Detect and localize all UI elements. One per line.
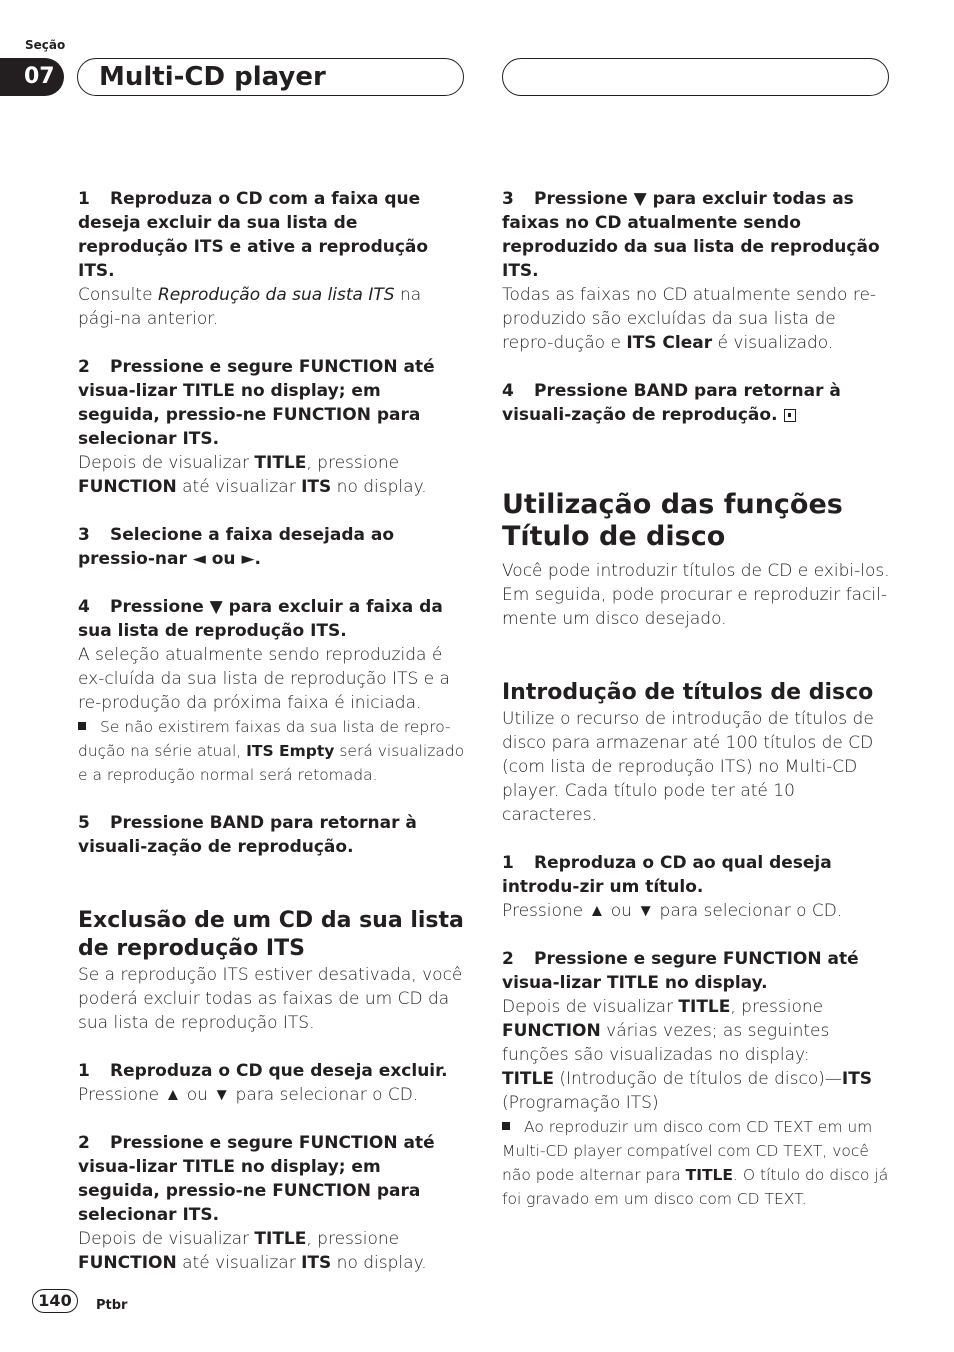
intro-step-2-note: Ao reproduzir um disco com CD TEXT em um Multi-CD player compatível com CD TEXT, você não pode alternar para TITLE. O título do disco já foi gravado em um disco com CD TEXT. bbox=[502, 1118, 889, 1208]
step-r3-body: Todas as faixas no CD atualmente sendo re-produzido são excluídas da sua lista de repro-dução e ITS Clear é visualizado. bbox=[502, 285, 877, 353]
excl-step-2: 2 Pressione e segure FUNCTION até visua-lizar TITLE no display; em seguida, pressio-ne FUNCTION para selecionar ITS. bbox=[78, 1133, 435, 1225]
intro-step-1: 1 Reproduza o CD ao qual deseja introdu-zir um título. bbox=[502, 853, 832, 897]
header-empty-box bbox=[502, 58, 889, 96]
step-r4: 4 Pressione BAND para retornar à visuali-zação de reprodução. bbox=[502, 381, 841, 425]
excl-step-1: 1 Reproduza o CD que deseja excluir. bbox=[78, 1061, 448, 1081]
intro-step-2: 2 Pressione e segure FUNCTION até visua-lizar TITLE no display. bbox=[502, 949, 859, 993]
exclusao-body: Se a reprodução ITS estiver desativada, você poderá excluir todas as faixas de um CD da sua lista de reprodução ITS. bbox=[78, 965, 463, 1033]
excl-step-2-body: Depois de visualizar TITLE, pressione FUNCTION até visualizar ITS no display. bbox=[78, 1229, 427, 1273]
section-number-badge: 07 bbox=[0, 58, 64, 96]
step-2-body: Depois de visualizar TITLE, pressione FUNCTION até visualizar ITS no display. bbox=[78, 453, 427, 497]
section-title-box bbox=[77, 58, 464, 96]
step-4: 4 Pressione ▼ para excluir a faixa da sua lista de reprodução ITS. bbox=[78, 597, 443, 641]
step-1: 1 Reproduza o CD com a faixa que deseja excluir da sua lista de reprodução ITS e ative a reprodução ITS. bbox=[78, 189, 429, 281]
intro-step-1-body: Pressione ▲ ou ▼ para selecionar o CD. bbox=[502, 901, 843, 921]
step-3: 3 Selecione a faixa desejada ao pressio-nar ◄ ou ►. bbox=[78, 525, 395, 569]
heading-utilizacao: Utilização das funções Título de disco bbox=[502, 489, 843, 552]
step-5: 5 Pressione BAND para retornar à visuali-zação de reprodução. bbox=[78, 813, 417, 857]
step-1-body: Consulte Reprodução da sua lista ITS na pági-na anterior. bbox=[78, 285, 422, 329]
heading-exclusao: Exclusão de um CD da sua lista de reprodução ITS bbox=[78, 908, 464, 961]
step-4-note: Se não existirem faixas da sua lista de repro-dução na série atual, ITS Empty será visualizado e a reprodução normal será retomada. bbox=[78, 718, 465, 784]
excl-step-1-body: Pressione ▲ ou ▼ para selecionar o CD. bbox=[78, 1085, 419, 1105]
step-4-body: A seleção atualmente sendo reproduzida é ex-cluída da sua lista de reprodução ITS e a re-produção da próxima faixa é iniciada. bbox=[78, 645, 450, 713]
section-label: Seção bbox=[25, 38, 66, 52]
heading-introducao: Introdução de títulos de disco bbox=[502, 680, 874, 705]
bullet-square-icon bbox=[502, 1122, 510, 1130]
utilizacao-body: Você pode introduzir títulos de CD e exibi-los. Em seguida, pode procurar e reproduzir facil-mente um disco desejado. bbox=[502, 561, 890, 629]
right-column bbox=[502, 187, 892, 1211]
intro-step-2-body: Depois de visualizar TITLE, pressione FUNCTION várias vezes; as seguintes funções são visualizadas no display: TITLE (Introdução de títulos de disco)—ITS (Programação ITS) bbox=[502, 997, 873, 1113]
introducao-body: Utilize o recurso de introdução de títulos de disco para armazenar até 100 títulos de CD (com lista de reprodução ITS) no Multi-CD player. Cada título pode ter até 10 caracteres. bbox=[502, 709, 874, 825]
left-column bbox=[78, 187, 468, 1275]
end-of-section-icon bbox=[784, 409, 796, 422]
page-number: 140 bbox=[32, 1289, 78, 1313]
step-r3: 3 Pressione ▼ para excluir todas as faixas no CD atualmente sendo reproduzido da sua lista de reprodução ITS. bbox=[502, 189, 880, 281]
bullet-square-icon bbox=[78, 722, 86, 730]
section-title: Multi-CD player bbox=[99, 62, 326, 92]
language-code: Ptbr bbox=[96, 1298, 128, 1313]
step-2: 2 Pressione e segure FUNCTION até visua-lizar TITLE no display; em seguida, pressio-ne FUNCTION para selecionar ITS. bbox=[78, 357, 435, 449]
